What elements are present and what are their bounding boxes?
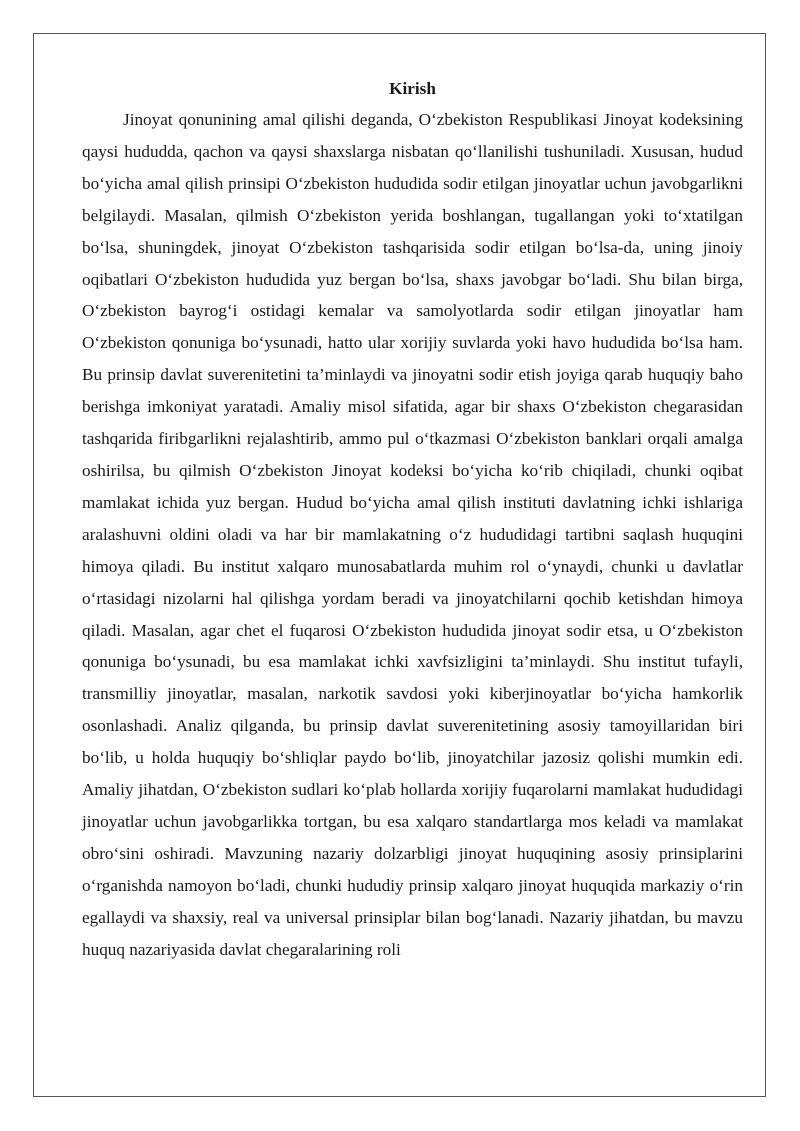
page-content [82, 78, 743, 965]
document-page [33, 33, 766, 1097]
body-paragraph: Jinoyat qonunining amal qilishi deganda, O‘zbekiston Respublikasi Jinoyat kodeksining qaysi hududda, qachon va qaysi shaxslarga nisbatan qo‘llanilishi tushuniladi. Xususan, hudud bo‘yicha amal qilish prinsipi O‘zbekiston hududida sodir etilgan jinoyatlar uchun javobgarlikni belgilaydi. Masalan, qilmish O‘zbekiston yerida boshlangan, tugallangan yoki to‘xtatilgan bo‘lsa, shuningdek, jinoyat O‘zbekiston tashqarisida sodir etilgan bo‘lsa-da, uning jinoiy oqibatlari O‘zbekiston hududida yuz bergan bo‘lsa, shaxs javobgar bo‘ladi. Shu bilan birga, O‘zbekiston bayrog‘i ostidagi kemalar va samolyotlarda sodir etilgan jinoyatlar ham O‘zbekiston qonuniga bo‘ysunadi, hatto ular xorijiy suvlarda yoki havo hududida bo‘lsa ham. Bu prinsip davlat suverenitetini ta’minlaydi va jinoyatni sodir etish joyiga qarab huquqiy baho berishga imkoniyat yaratadi. Amaliy misol sifatida, agar bir shaxs O‘zbekiston chegarasidan tashqarida firibgarlikni rejalashtirib, ammo pul o‘tkazmasi O‘zbekiston banklari orqali amalga oshirilsa, bu qilmish O‘zbekiston Jinoyat kodeksi bo‘yicha ko‘rib chiqiladi, chunki oqibat mamlakat ichida yuz bergan. Hudud bo‘yicha amal qilish instituti davlatning ichki ishlariga aralashuvni oldini oladi va har bir mamlakatning o‘z hududidagi tartibni saqlash huquqini himoya qiladi. Bu institut xalqaro munosabatlarda muhim rol o‘ynaydi, chunki u davlatlar o‘rtasidagi nizolarni hal qilishga yordam beradi va jinoyatchilarni qochib ketishdan himoya qiladi. Masalan, agar chet el fuqarosi O‘zbekiston hududida jinoyat sodir etsa, u O‘zbekiston qonuniga bo‘ysunadi, bu esa mamlakat ichki xavfsizligini ta’minlaydi. Shu institut tufayli, transmilliy jinoyatlar, masalan, narkotik savdosi yoki kiberjinoyatlar bo‘yicha hamkorlik osonlashadi. Analiz qilganda, bu prinsip davlat suverenitetining asosiy tamoyillaridan biri bo‘lib, u holda huquqiy bo‘shliqlar paydo bo‘lib, jinoyatchilar jazosiz qolishi mumkin edi. Amaliy jihatdan, O‘zbekiston sudlari ko‘plab hollarda xorijiy fuqarolarni mamlakat hududidagi jinoyatlar uchun javobgarlikka tortgan, bu esa xalqaro standartlarga mos keladi va mamlakat obro‘sini oshiradi. Mavzuning nazariy dolzarbligi jinoyat huquqining asosiy prinsiplarini o‘rganishda namoyon bo‘ladi, chunki hududiy prinsip xalqaro jinoyat huquqida markaziy o‘rin egallaydi va shaxsiy, real va universal prinsiplar bilan bog‘lanadi. Nazariy jihatdan, bu mavzu huquq nazariyasida davlat chegaralarining roli [82, 110, 743, 959]
section-title: Kirish [389, 79, 436, 98]
